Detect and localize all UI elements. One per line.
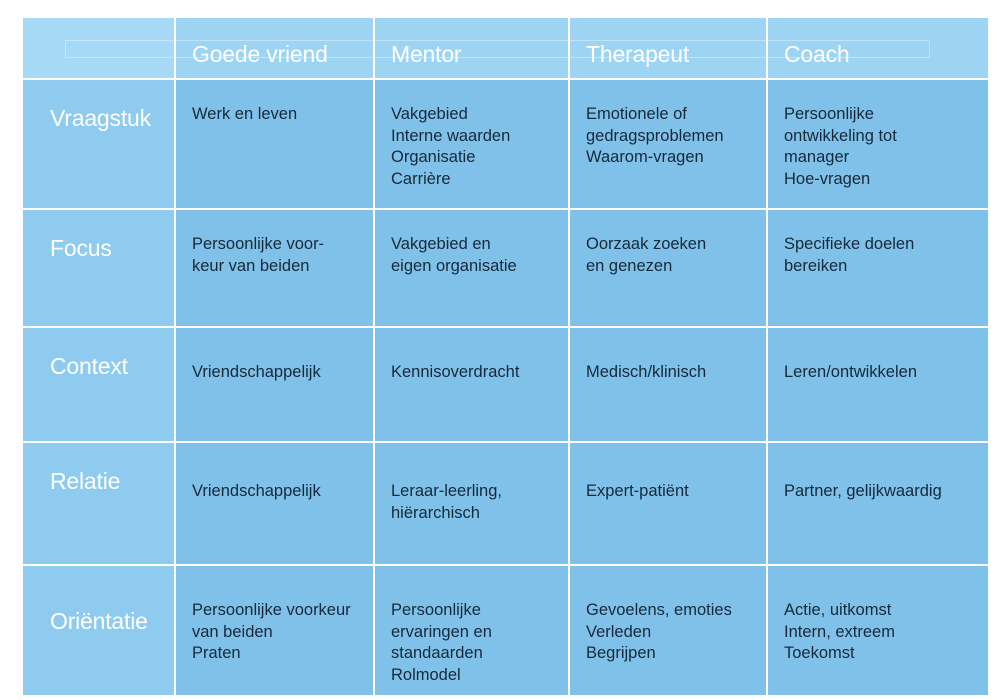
cell-line: Waarom-vragen (586, 148, 704, 166)
table-cell (768, 566, 988, 695)
table-cell (570, 80, 766, 208)
cell-line: standaarden (391, 644, 483, 662)
cell-line: Gevoelens, emoties (586, 601, 732, 619)
table-cell (176, 443, 373, 564)
cell-line: Partner, gelijkwaardig (784, 482, 942, 500)
cell-line: Kennisoverdracht (391, 363, 520, 381)
table-cell (570, 566, 766, 695)
column-header-label: Goede vriend (192, 41, 328, 67)
column-header-label: Therapeut (586, 41, 690, 67)
table-cell (176, 566, 373, 695)
table-cell (768, 443, 988, 564)
comparison-table (23, 18, 980, 685)
table-cell (375, 566, 568, 695)
table-cell (176, 328, 373, 441)
cell-line: Persoonlijke (391, 601, 481, 619)
cell-line: bereiken (784, 256, 848, 275)
table-cell (570, 443, 766, 564)
table-cell (375, 443, 568, 564)
cell-line: Verleden (586, 622, 652, 641)
cell-line: Persoonlijke voorkeur (192, 601, 351, 619)
cell-line: Actie, uitkomst (784, 601, 892, 619)
row-header-label: Oriëntatie (50, 608, 148, 634)
table-cell (176, 80, 373, 208)
cell-line: hiërarchisch (391, 503, 480, 522)
row-header-vraagstuk (23, 80, 174, 208)
row-header-label: Vraagstuk (50, 105, 151, 131)
column-header-label: Coach (784, 41, 850, 67)
cell-line: Persoonlijke (784, 105, 874, 123)
table-cell (768, 210, 988, 326)
header-outline (65, 40, 930, 58)
table-cell (768, 328, 988, 441)
cell-line: Specifieke doelen (784, 235, 915, 253)
cell-line: Hoe-vragen (784, 169, 871, 188)
cell-line: Oorzaak zoeken (586, 235, 707, 253)
cell-line: Leren/ontwikkelen (784, 363, 917, 381)
row-header-orientatie (23, 566, 174, 695)
cell-line: manager (784, 148, 850, 166)
cell-line: Intern, extreem (784, 622, 895, 641)
table-cell (176, 210, 373, 326)
table-cell (570, 210, 766, 326)
cell-line: Interne waarden (391, 126, 511, 145)
cell-line: ervaringen en (391, 622, 492, 641)
row-header-focus (23, 210, 174, 326)
row-header-label: Focus (50, 235, 112, 261)
cell-line: Vakgebied en (391, 235, 491, 253)
cell-line: Vakgebied (391, 105, 468, 123)
cell-line: keur van beiden (192, 256, 310, 275)
cell-line: Toekomst (784, 644, 855, 662)
cell-line: en genezen (586, 256, 673, 275)
cell-line: Vriendschappelijk (192, 363, 321, 381)
cell-line: Medisch/klinisch (586, 363, 707, 381)
table-cell (768, 80, 988, 208)
cell-line: Rolmodel (391, 665, 461, 684)
cell-line: Expert-patiënt (586, 482, 689, 500)
cell-line: Persoonlijke voor- (192, 235, 325, 253)
cell-line: Begrijpen (586, 644, 656, 662)
row-header-relatie (23, 443, 174, 564)
row-header-label: Context (50, 353, 128, 379)
column-header-label: Mentor (391, 41, 462, 67)
table-cell (375, 328, 568, 441)
cell-line: Praten (192, 644, 241, 662)
cell-line: Werk en leven (192, 105, 298, 123)
row-header-context (23, 328, 174, 441)
cell-line: Carrière (391, 169, 451, 188)
cell-line: van beiden (192, 622, 273, 641)
cell-line: Organisatie (391, 148, 476, 166)
table-cell (375, 80, 568, 208)
cell-line: gedragsproblemen (586, 126, 724, 145)
cell-line: Emotionele of (586, 105, 687, 123)
table-cell (375, 210, 568, 326)
cell-line: ontwikkeling tot (784, 126, 897, 145)
cell-line: eigen organisatie (391, 256, 517, 275)
table-cell (570, 328, 766, 441)
row-header-label: Relatie (50, 468, 121, 494)
cell-line: Vriendschappelijk (192, 482, 321, 500)
cell-line: Leraar-leerling, (391, 482, 502, 500)
